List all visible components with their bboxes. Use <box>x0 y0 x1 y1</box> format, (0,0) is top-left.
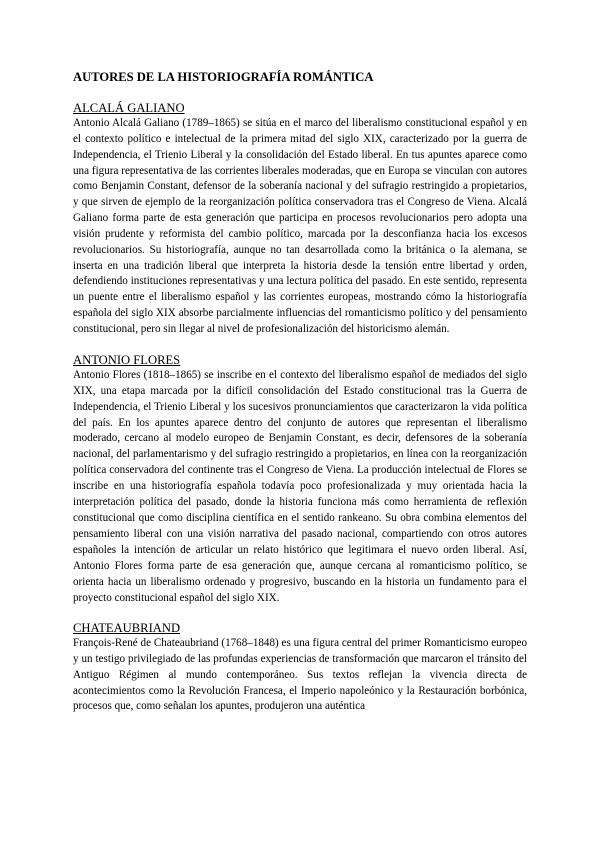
section-heading: CHATEAUBRIAND <box>73 621 181 636</box>
section-heading: ALCALÁ GALIANO <box>73 101 185 115</box>
section-paragraph: François-René de Chateaubriand (1768–1848) es una figura central del primer Romanticismo europeo y un testigo privilegiado de las profundas experiencias de transformación que marcaron el tránsito del Antiguo Régimen al mundo contemporáneo. Sus textos reflejan la vivencia directa de acontecimientos como la Revolución Francesa, el Imperio napoleónico y la Restauración borbónica, procesos que, como señalan los apuntes, produjeron una auténtica <box>73 637 527 713</box>
section-paragraph: Antonio Alcalá Galiano (1789–1865) se sitúa en el marco del liberalismo constitucional español y en el contexto político e intelectual de la primera mitad del siglo XIX, caracterizado por la guerra de Independencia, el Trienio Liberal y la consolidación del Estado liberal. En tus apuntes aparece como una figura representativa de las corrientes liberales moderadas, que en Europa se vinculan con autores como Benjamin Constant, defensor de la soberanía nacional y del sufragio restringido a propietarios, y que sirven de ejemplo de la reorganización política conservadora tras el Congreso de Viena. Alcalá Galiano forma parte de esta generación que participa en procesos revolucionarios pero adopta una visión prudente y reformista del cambio político, marcada por la desconfianza hacia los excesos revolucionarios. Su historiografía, aunque no tan desarrollada como la británica o la alemana, se inserta en una tradición liberal que interpreta la historia desde la tensión entre libertad y orden, defendiendo instituciones representativas y una lectura política del pasado. En este sentido, representa un puente entre el liberalismo español y las corrientes europeas, mostrando cómo la historiografía española del siglo XIX absorbe parcialmente influencias del romanticismo político y del pensamiento constitucional, pero sin llegar al nivel de profesionalización del historicismo alemán. <box>73 117 527 335</box>
section-antonio-flores <box>73 353 527 607</box>
section-paragraph: Antonio Flores (1818–1865) se inscribe en el contexto del liberalismo español de mediados del siglo XIX, una etapa marcada por la difícil consolidación del Estado constitucional tras la Guerra de Independencia, el Trienio Liberal y los sucesivos pronunciamientos que caracterizaron la vida política del país. En los apuntes aparece dentro del conjunto de autores que representan el liberalismo moderado, cercano al modelo europeo de Benjamin Constant, es decir, defensores de la soberanía nacional, del parlamentarismo y del sufragio restringido a propietarios, en línea con la reorganización política conservadora del continente tras el Congreso de Viena. La producción intelectual de Flores se inscribe en una historiografía española todavía poco profesionalizada y muy orientada hacia la interpretación política del pasado, donde la historia funciona más como herramienta de reflexión constitucional que como disciplina científica en el sentido rankeano. Su obra combina elementos del pensamiento liberal con una visión narrativa del pasado nacional, compartiendo con otros autores españoles la intención de articular un relato histórico que legitimara el nuevo orden liberal. Así, Antonio Flores forma parte de esa generación que, aunque cercana al romanticismo político, se orienta hacia un liberalismo ordenado y progresivo, buscando en la historia un fundamento para el proyecto constitucional español del siglo XIX. <box>73 368 527 604</box>
section-chateaubriand <box>73 621 527 715</box>
document-page <box>73 70 527 730</box>
section-alcala-galiano <box>73 101 527 338</box>
document-title: AUTORES DE LA HISTORIOGRAFÍA ROMÁNTICA <box>73 70 374 84</box>
section-heading: ANTONIO FLORES <box>73 352 181 367</box>
